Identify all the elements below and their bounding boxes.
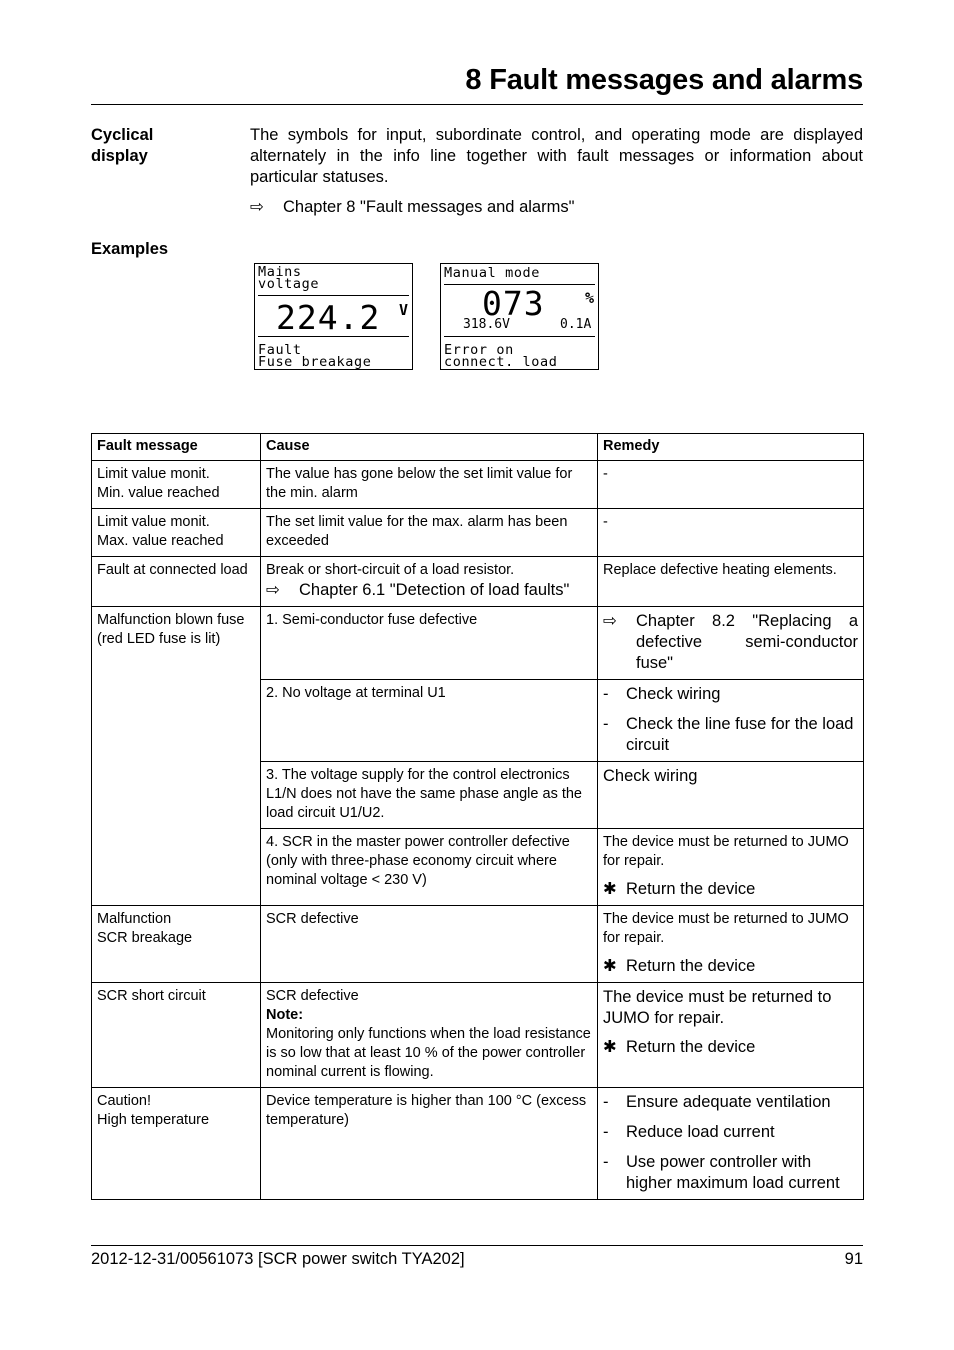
- asterisk-icon: ✱: [603, 1038, 617, 1056]
- reference-text: Chapter 6.1 "Detection of load faults": [299, 581, 570, 599]
- fault-text: High temperature: [97, 1112, 210, 1128]
- remedy-cell: [598, 906, 864, 983]
- cause-cell: 4. SCR in the master power controller defective (only with three-phase economy circuit where nominal voltage < 230 V): [261, 829, 598, 906]
- label-line: Cyclical: [91, 126, 154, 144]
- table-row: [92, 461, 864, 509]
- lcd-title-line1: Manual mode: [444, 265, 541, 281]
- footer-document-id: 2012-12-31/00561073 [SCR power switch TYA202]: [91, 1250, 465, 1268]
- dash-bullet: -: [603, 715, 609, 733]
- remedy-list-item: [603, 684, 858, 705]
- cause-cell: 3. The voltage supply for the control electronics L1/N does not have the same phase angle as the load circuit U1/U2.: [261, 762, 598, 829]
- remedy-cell: -: [598, 509, 864, 557]
- remedy-text: Check the line fuse for the load circuit: [626, 715, 854, 754]
- table-row: [92, 509, 864, 557]
- fault-cell: [92, 1088, 261, 1200]
- remedy-cell: -: [598, 461, 864, 509]
- remedy-text: Ensure adequate ventilation: [626, 1093, 831, 1111]
- lcd-message-line1: Error on: [444, 342, 514, 358]
- fault-cell: [92, 607, 261, 906]
- cause-cell: Device temperature is higher than 100 °C (excess temperature): [261, 1088, 598, 1200]
- remedy-text: The device must be returned to JUMO for repair.: [603, 911, 849, 946]
- lcd-display-manual-mode: [440, 263, 599, 370]
- cause-cell: The value has gone below the set limit value for the min. alarm: [261, 461, 598, 509]
- fault-text: Max. value reached: [97, 533, 224, 549]
- asterisk-icon: ✱: [603, 880, 617, 898]
- remedy-text: Use power controller with higher maximum load current: [626, 1153, 840, 1192]
- reference-text: Chapter 8 "Fault messages and alarms": [283, 198, 575, 216]
- cause-text: Break or short-circuit of a load resistor.: [266, 562, 515, 578]
- remedy-action-text: Return the device: [626, 880, 756, 898]
- remedy-cell: [598, 829, 864, 906]
- header-rule: [91, 104, 863, 105]
- remedy-cell: [598, 983, 864, 1088]
- lcd-message-line2: connect. load: [444, 354, 558, 370]
- fault-text: Limit value monit.: [97, 514, 210, 530]
- lcd-unit: %: [585, 289, 595, 307]
- note-text: Monitoring only functions when the load resistance is so low that at least 10 % of the power controller nominal current is flowing.: [266, 1026, 591, 1080]
- remedy-list-item: [603, 1122, 858, 1143]
- fault-cell: [92, 906, 261, 983]
- dash-bullet: -: [603, 1153, 609, 1171]
- arrow-right-icon: ⇨: [250, 198, 264, 216]
- cause-cell: 2. No voltage at terminal U1: [261, 680, 598, 762]
- footer-rule: [91, 1245, 863, 1246]
- table-row: [92, 557, 864, 607]
- column-header-cause: Cause: [261, 434, 598, 461]
- cyclical-display-text: The symbols for input, subordinate control, and operating mode are displayed alternately in the info line together with fault messages or information about particular statuses.: [250, 126, 863, 186]
- remedy-text: The device must be returned to JUMO for repair.: [603, 988, 832, 1027]
- remedy-cell: Check wiring: [598, 762, 864, 829]
- label-line: display: [91, 147, 148, 165]
- fault-cell: [92, 461, 261, 509]
- fault-text: Malfunction blown fuse: [97, 612, 245, 628]
- lcd-rule: [444, 336, 595, 337]
- remedy-action-text: Return the device: [626, 957, 756, 975]
- dash-bullet: -: [603, 1093, 609, 1111]
- reference-text: Chapter 8.2 "Replacing a defective semi-conductor fuse": [636, 612, 858, 672]
- dash-bullet: -: [603, 685, 609, 703]
- fault-cell: [92, 509, 261, 557]
- arrow-right-icon: ⇨: [266, 581, 280, 599]
- chapter-reference: [250, 197, 574, 218]
- lcd-voltage-readout: 318.6V: [463, 317, 510, 332]
- table-header-row: [92, 434, 864, 461]
- fault-cell: Fault at connected load: [92, 557, 261, 607]
- arrow-right-icon: ⇨: [603, 612, 617, 630]
- lcd-display-mains-voltage: [254, 263, 413, 370]
- remedy-action: [603, 956, 858, 977]
- fault-text: Malfunction: [97, 911, 172, 927]
- remedy-text: Reduce load current: [626, 1123, 775, 1141]
- lcd-message-line2: Fuse breakage: [258, 354, 372, 370]
- remedy-action: [603, 879, 858, 900]
- table-row: [92, 607, 864, 680]
- lcd-message-line1: Fault: [258, 342, 302, 358]
- table-row: [92, 983, 864, 1088]
- fault-text: Limit value monit.: [97, 466, 210, 482]
- remedy-text: Check wiring: [626, 685, 721, 703]
- cause-cell: The set limit value for the max. alarm has been exceeded: [261, 509, 598, 557]
- lcd-title-line1: Mains: [258, 264, 302, 280]
- lcd-value: 224.2: [276, 298, 381, 337]
- column-header-remedy: Remedy: [598, 434, 864, 461]
- fault-text: (red LED fuse is lit): [97, 631, 221, 647]
- remedy-cell: [598, 607, 864, 680]
- remedy-reference: [603, 611, 858, 674]
- page-number: 91: [844, 1250, 863, 1268]
- lcd-unit: V: [399, 301, 409, 319]
- cause-cell: SCR defective: [261, 906, 598, 983]
- fault-text: Min. value reached: [97, 485, 220, 501]
- cause-cell: [261, 557, 598, 607]
- lcd-value: 073: [482, 284, 545, 323]
- remedy-action-text: Return the device: [626, 1038, 756, 1056]
- cause-text: SCR defective: [266, 988, 359, 1004]
- dash-bullet: -: [603, 1123, 609, 1141]
- note-label: Note:: [266, 1007, 304, 1023]
- fault-table: [91, 433, 864, 1200]
- lcd-current-readout: 0.1A: [560, 317, 592, 332]
- asterisk-icon: ✱: [603, 957, 617, 975]
- column-header-fault-message: Fault message: [92, 434, 261, 461]
- lcd-title-line2: voltage: [258, 276, 320, 292]
- cause-reference: [266, 580, 592, 601]
- remedy-action: [603, 1037, 858, 1058]
- fault-text: Caution!: [97, 1093, 152, 1109]
- lcd-rule: [258, 336, 409, 337]
- section-label-cyclical-display: [91, 125, 153, 167]
- remedy-text: The device must be returned to JUMO for repair.: [603, 834, 849, 869]
- remedy-cell: [598, 1088, 864, 1200]
- remedy-list-item: [603, 1152, 858, 1194]
- remedy-cell: Replace defective heating elements.: [598, 557, 864, 607]
- page-title: 8 Fault messages and alarms: [465, 64, 863, 96]
- section-label-examples: Examples: [91, 240, 169, 258]
- cause-cell: 1. Semi-conductor fuse defective: [261, 607, 598, 680]
- fault-cell: SCR short circuit: [92, 983, 261, 1088]
- remedy-list-item: [603, 1092, 858, 1113]
- fault-text: SCR breakage: [97, 930, 193, 946]
- remedy-list-item: [603, 714, 858, 756]
- table-row: [92, 1088, 864, 1200]
- cause-cell: [261, 983, 598, 1088]
- table-row: [92, 906, 864, 983]
- remedy-cell: [598, 680, 864, 762]
- lcd-rule: [258, 295, 409, 296]
